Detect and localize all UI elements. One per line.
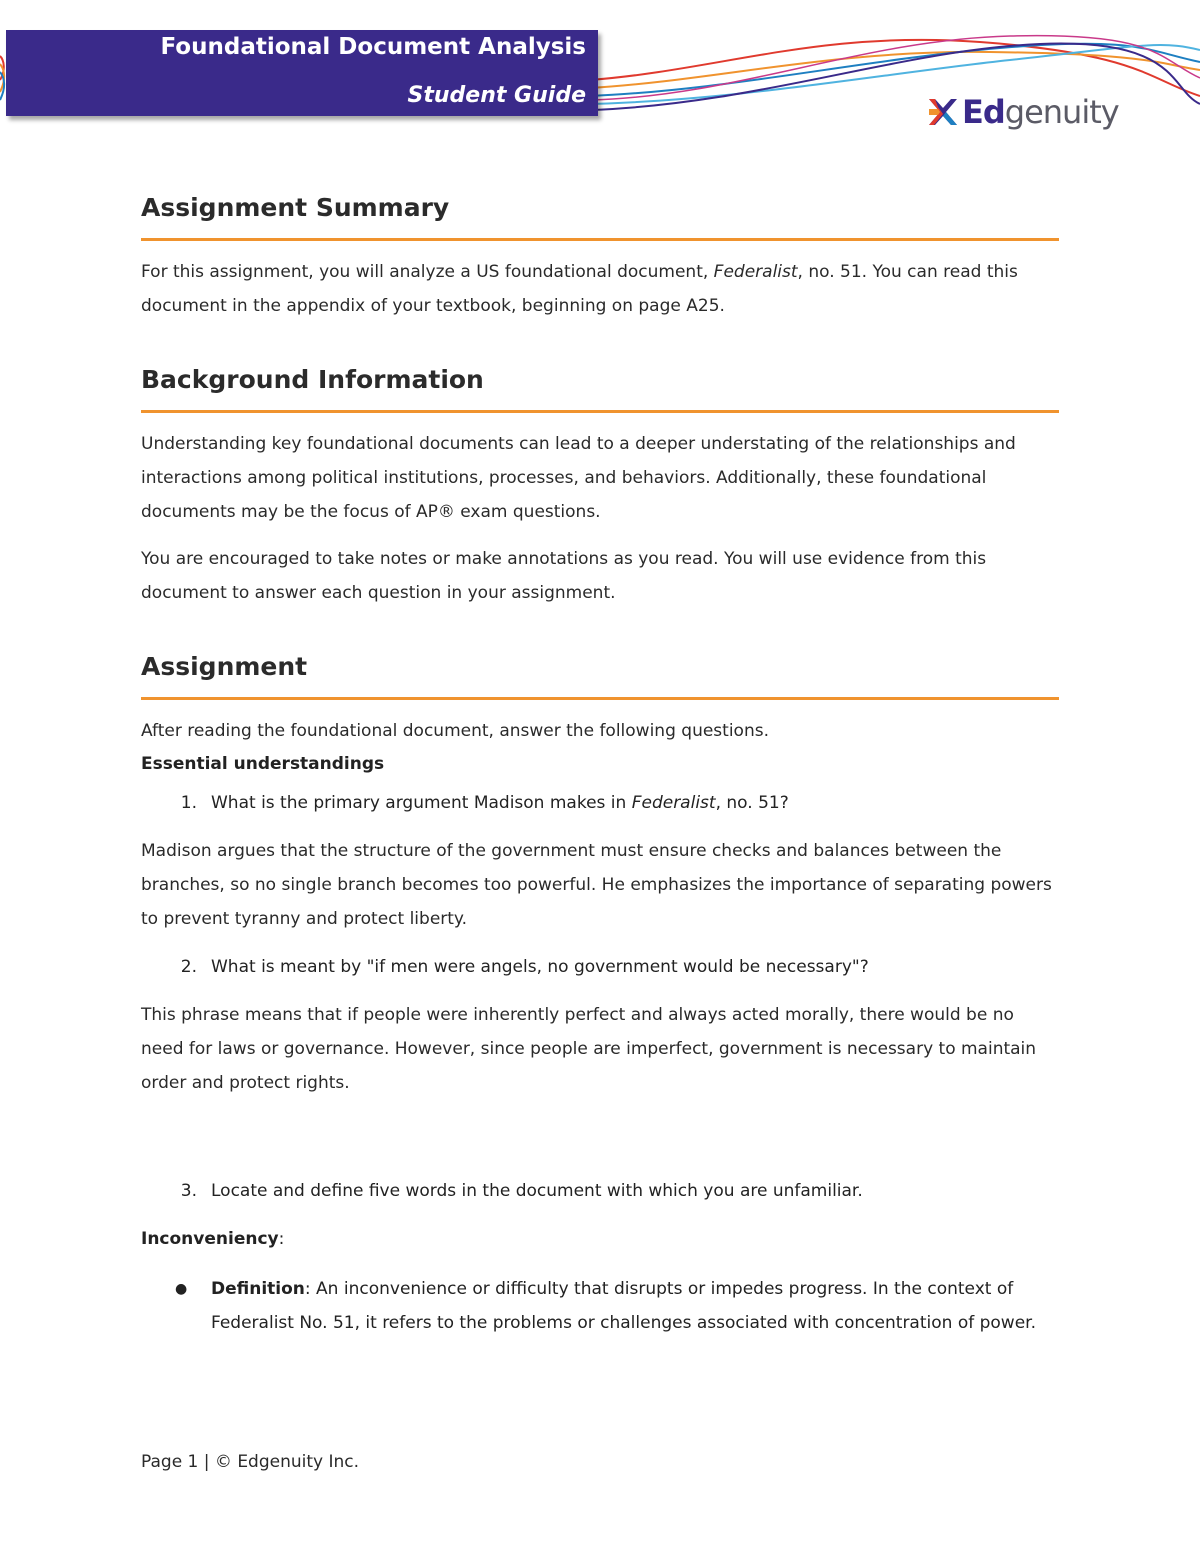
page-footer: Page 1 | © Edgenuity Inc. xyxy=(141,1452,360,1472)
section-divider xyxy=(141,697,1059,700)
section-divider xyxy=(141,238,1059,241)
title-banner xyxy=(6,30,598,116)
essential-understandings-heading: Essential understandings xyxy=(141,754,385,774)
section-heading-assignment: Assignment xyxy=(141,652,308,681)
section-heading-background: Background Information xyxy=(141,365,484,394)
definition-bullet xyxy=(141,1272,1059,1340)
bullet-icon: ● xyxy=(175,1281,188,1297)
background-paragraph-2: You are encouraged to take notes or make annotations as you read. You will use evidence from this document to answer each question in your assignment. xyxy=(141,549,987,603)
question-text: Locate and define five words in the document with which you are unfamiliar. xyxy=(211,1181,863,1201)
question-number: 1. xyxy=(180,793,197,813)
edgenuity-x-icon xyxy=(926,95,960,129)
definition-text: Definition: An inconvenience or difficulty that disrupts or impedes progress. In the context of Federalist No. 51, it refers to the problems or challenges associated with concentration of power. xyxy=(211,1279,1036,1333)
logo-wordmark: Edgenuity xyxy=(962,93,1119,131)
term-label: Inconveniency: xyxy=(141,1229,285,1249)
question-1 xyxy=(141,786,1059,820)
document-subtitle: Student Guide xyxy=(407,83,586,108)
assignment-intro: After reading the foundational document, answer the following questions. xyxy=(141,721,769,741)
answer-1: Madison argues that the structure of the government must ensure checks and balances between the branches, so no single branch becomes too powerful. He emphasizes the importance of separating powers to prevent tyranny and protect liberty. xyxy=(141,841,1052,929)
question-number: 3. xyxy=(180,1181,197,1201)
document-title: Foundational Document Analysis xyxy=(160,34,586,60)
question-text: What is the primary argument Madison makes in Federalist, no. 51? xyxy=(211,793,789,813)
section-heading-summary: Assignment Summary xyxy=(141,193,450,222)
background-paragraph-1: Understanding key foundational documents can lead to a deeper understating of the relationships and interactions among political institutions, processes, and behaviors. Additionally, these foundational documents may be the focus of AP® exam questions. xyxy=(141,434,1016,522)
section-divider xyxy=(141,410,1059,413)
question-text: What is meant by "if men were angels, no government would be necessary"? xyxy=(211,957,869,977)
answer-2: This phrase means that if people were inherently perfect and always acted morally, there would be no need for laws or governance. However, since people are imperfect, government is necessary to maintain order and protect rights. xyxy=(141,1005,1037,1093)
question-3 xyxy=(141,1174,1059,1208)
summary-paragraph: For this assignment, you will analyze a US foundational document, Federalist, no. 51. You can read this document in the appendix of your textbook, beginning on page A25. xyxy=(141,262,1018,316)
page-header xyxy=(0,0,1200,140)
question-number: 2. xyxy=(180,957,197,977)
document-body xyxy=(141,190,1059,1340)
edgenuity-logo xyxy=(926,92,1119,132)
question-2 xyxy=(141,950,1059,984)
